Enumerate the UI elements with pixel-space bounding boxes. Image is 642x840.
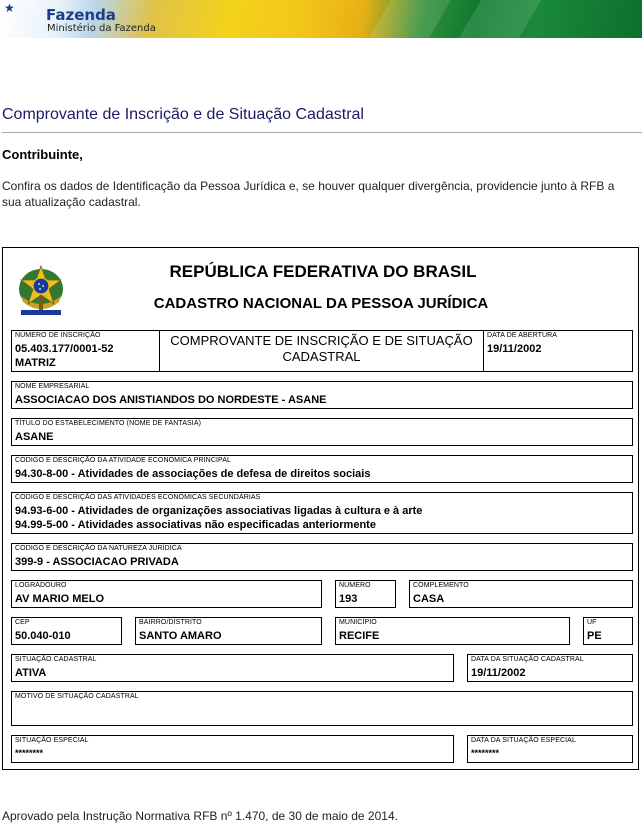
activity-desc: Atividades associativas não especificadas anteriormente xyxy=(77,519,376,531)
numero-box xyxy=(335,580,396,608)
field-label: MOTIVO DE SITUAÇÃO CADASTRAL xyxy=(15,693,139,700)
nome-empresarial-value: ASSOCIACAO DOS ANISTIANDOS DO NORDESTE - ASANE xyxy=(15,394,327,406)
data-situacao-especial-value: ******** xyxy=(471,748,500,758)
header-banner xyxy=(0,0,642,38)
atividade-principal-value: 94.30-8-00 - Atividades de associações de defesa de direitos sociais xyxy=(15,468,371,480)
header-text: REPÚBLICA FEDERATIVA DO BRASIL xyxy=(169,262,477,281)
natureza-juridica-value: 399-9 - ASSOCIACAO PRIVADA xyxy=(15,556,179,568)
situacao-especial-box xyxy=(11,735,454,763)
titulo-estabelecimento-value: ASANE xyxy=(15,431,54,443)
field-label: COMPLEMENTO xyxy=(413,582,469,589)
banner-subtitle: Ministério da Fazenda xyxy=(47,23,156,34)
field-label: SITUAÇÃO CADASTRAL xyxy=(15,656,97,663)
atividade-secundaria-item: 94.99-5-00 - Atividades associativas não especificadas anteriormente xyxy=(15,519,376,531)
field-label: DATA DE ABERTURA xyxy=(487,332,558,339)
field-label: NÚMERO DE INSCRIÇÃO xyxy=(15,332,101,339)
bairro-box xyxy=(135,617,322,645)
field-label: CÓDIGO E DESCRIÇÃO DAS ATIVIDADES ECONÔMICAS SECUNDÁRIAS xyxy=(15,494,261,501)
field-label: DATA DA SITUAÇÃO ESPECIAL xyxy=(471,737,576,744)
divider xyxy=(2,132,642,133)
situacao-cadastral-value: ATIVA xyxy=(15,667,47,679)
field-label: SITUAÇÃO ESPECIAL xyxy=(15,737,89,744)
numero-value: 193 xyxy=(339,593,358,605)
data-situacao-cadastral-box xyxy=(467,654,633,682)
field-label: LOGRADOURO xyxy=(15,582,67,589)
data-situacao-cadastral-value: 19/11/2002 xyxy=(471,667,526,679)
field-label: CÓDIGO E DESCRIÇÃO DA NATUREZA JURÍDICA xyxy=(15,545,182,552)
greeting: Contribuinte, xyxy=(2,147,83,162)
atividade-secundaria-item: 94.93-6-00 - Atividades de organizações associativas ligadas à cultura e à arte xyxy=(15,505,423,517)
natureza-juridica-box xyxy=(11,543,633,571)
data-abertura-box xyxy=(483,330,633,372)
field-label: CEP xyxy=(15,619,30,626)
data-situacao-especial-box xyxy=(467,735,633,763)
activity-code: 94.93-6-00 xyxy=(15,505,69,517)
document-title-box xyxy=(159,330,484,372)
field-label: DATA DA SITUAÇÃO CADASTRAL xyxy=(471,656,584,663)
municipio-box xyxy=(335,617,570,645)
certificate-header-cnpj xyxy=(0,295,642,312)
cep-box xyxy=(11,617,122,645)
star-icon: ★ xyxy=(4,1,15,15)
field-label: BAIRRO/DISTRITO xyxy=(139,619,202,626)
situacao-cadastral-box xyxy=(11,654,454,682)
banner-title[interactable]: Fazenda xyxy=(46,6,116,24)
footer-note: Aprovado pela Instrução Normativa RFB nº 1.470, de 30 de maio de 2014. xyxy=(2,809,398,823)
logradouro-value: AV MARIO MELO xyxy=(15,593,105,605)
bairro-value: SANTO AMARO xyxy=(139,630,222,642)
certificate-header-republic xyxy=(0,262,642,282)
situacao-especial-value: ******** xyxy=(15,748,44,758)
activity-code: 94.99-5-00 xyxy=(15,519,69,531)
numero-inscricao-box xyxy=(11,330,160,372)
activity-desc: Atividades de organizações associativas ligadas à cultura e à arte xyxy=(77,505,423,517)
atividades-secundarias-box xyxy=(11,492,633,534)
field-label: NÚMERO xyxy=(339,582,371,589)
page-title: Comprovante de Inscrição e de Situação Cadastral xyxy=(2,106,364,123)
field-label: UF xyxy=(587,619,597,626)
inscricao-type: MATRIZ xyxy=(15,357,56,369)
municipio-value: RECIFE xyxy=(339,630,380,642)
uf-value: PE xyxy=(587,630,602,642)
nome-empresarial-box xyxy=(11,381,633,409)
field-label: NOME EMPRESARIAL xyxy=(15,383,90,390)
field-label: MUNICÍPIO xyxy=(339,619,377,626)
banner-stripe xyxy=(369,0,451,38)
complemento-value: CASA xyxy=(413,593,445,605)
document-title: COMPROVANTE DE INSCRIÇÃO E DE SITUAÇÃO CADASTRAL xyxy=(170,333,473,364)
motivo-situacao-box xyxy=(11,691,633,726)
intro-text: Confira os dados de Identificação da Pessoa Jurídica e, se houver qualquer divergência, providencie junto à RFB a sua atualização cadastral. xyxy=(2,179,615,209)
data-abertura-value: 19/11/2002 xyxy=(487,343,542,355)
cep-value: 50.040-010 xyxy=(15,630,71,642)
complemento-box xyxy=(409,580,633,608)
header-text: CADASTRO NACIONAL DA PESSOA JURÍDICA xyxy=(153,295,489,312)
activity-desc: Atividades de associações de defesa de direitos sociais xyxy=(77,468,371,480)
field-label: CÓDIGO E DESCRIÇÃO DA ATIVIDADE ECONÔMICA PRINCIPAL xyxy=(15,457,232,464)
atividade-principal-box xyxy=(11,455,633,483)
logradouro-box xyxy=(11,580,322,608)
titulo-estabelecimento-box xyxy=(11,418,633,446)
numero-inscricao-value: 05.403.177/0001-52 xyxy=(15,343,114,355)
uf-box xyxy=(583,617,633,645)
activity-code: 94.30-8-00 xyxy=(15,468,69,480)
field-label: TÍTULO DO ESTABELECIMENTO (NOME DE FANTASIA) xyxy=(15,420,202,427)
banner-stripe xyxy=(459,0,541,38)
